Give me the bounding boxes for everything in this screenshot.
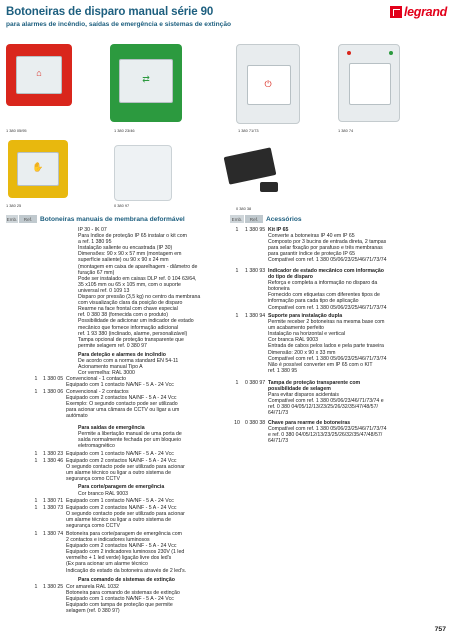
row-emb: 1 (235, 313, 239, 319)
row-emb: 1 (34, 505, 38, 511)
header-ref: Ref. (245, 215, 263, 223)
row-emb: 1 (235, 227, 239, 233)
stop-icon: ⏻ (264, 79, 272, 89)
section-fire-title: Para deteção e alarmes de incêndio (78, 352, 166, 358)
row-desc: Botoneira para corte/paragem de emergência com 2 contactos e indicadores luminosos Equipado com 2 contactos NA/NF - 5 A - 24 Vcc Equipado com 2 indicadores luminosos 230V (1 led vermelho + 1 led verde) ligação livre dos led's (Ex para acionar um alarme técnico Indicação do estado da botoneira através de 2 led's. (66, 531, 187, 574)
left-table-header (6, 215, 226, 223)
row-ref: 1 380 74 (43, 531, 64, 537)
house-icon: ⌂ (36, 68, 42, 78)
product-photo-white-stop (236, 44, 300, 124)
accessory-desc: Permite receber 2 botoneiras na mesma base com um acabamento perfeito Instalação na horizontal e vertical Cor branca RAL 9003 Entrada de cabos pelos lados e pela parte traseira Dimensão: 200 x 90 x 33 mm Compatível com ref. 1 380 05/06/23/25/46/71/73/74 Não é possível converter em IP 65 com o KIT ref. 1 380 95 (268, 319, 387, 374)
table-row (30, 458, 226, 482)
accessory-row (230, 313, 446, 374)
section-exit-sub: Permite a libertação manual de uma porta de saída normalmente fechada por um bloqueio eletromagnético (78, 431, 182, 450)
row-ref: 1 380 25 (43, 584, 64, 590)
page-title: Botoneiras de disparo manual série 90 (6, 6, 214, 18)
row-emb: 10 (234, 420, 240, 426)
right-table-header (230, 215, 446, 223)
left-section-title: Botoneiras manuais de membrana deformável (40, 215, 185, 223)
accessory-title: Kit IP 65 (268, 227, 289, 233)
row-emb: 1 (34, 584, 38, 590)
section-fire-sub: De acordo com a norma standard EN 54-11 Acionamento manual Tipo A Cor vermelha: RAL 3000 (78, 358, 179, 377)
table-row (30, 505, 226, 529)
product-photo-key-black (224, 147, 277, 184)
row-ref: 1 380 73 (43, 505, 64, 511)
header-emb: Emb. (231, 216, 243, 222)
product-photo-white-stop-led (338, 44, 400, 122)
brand-logo (390, 5, 447, 19)
row-ref: 1 380 71 (43, 498, 64, 504)
table-row (30, 389, 226, 419)
table-row (30, 498, 226, 504)
photo-caption: 0 380 38 (236, 206, 252, 211)
photo-caption: 1 380 74 (338, 128, 354, 133)
row-emb: 1 (34, 458, 38, 464)
accessory-title: Chave para rearme de botoneiras (268, 420, 351, 426)
accessory-desc: Compatível com ref. 1 380 05/06/23/25/46/71/73/74 e ref. 0 380 04/05/12/13/23/25/26/32/35/47/48/57/ 64/71/73 (268, 426, 387, 445)
page-subtitle: para alarmes de incêndio, saídas de emergência e sistemas de extinção (6, 21, 232, 28)
product-photo-yellow-extinction (8, 140, 68, 198)
row-emb: 1 (34, 451, 38, 457)
row-ref: 1 380 94 (245, 313, 266, 319)
table-row (30, 531, 226, 574)
legrand-logo-icon (390, 6, 402, 18)
exit-icon: ⇄ (142, 74, 150, 84)
table-row (30, 376, 226, 388)
photo-caption: 1 380 05/95 (6, 128, 27, 133)
row-ref: 1 380 23 (43, 451, 64, 457)
row-ref: 1 380 05 (43, 376, 64, 382)
table-row (30, 584, 226, 614)
row-emb: 1 (34, 531, 38, 537)
accessory-desc: Reforça e completa a informação no disparo da botoneira Fornecido com etiquetas com diferentes tipos de informação para cada tipo de aplicação Compatível com ref. 1 380 05/06/23/25/46/71/73/74 (268, 280, 387, 311)
photo-caption: 1 380 71/73 (238, 128, 259, 133)
row-desc: Equipado com 2 contactos NA/NF - 5 A - 24 Vcc O segundo contacto pode ser utilizado para acionar um alarme técnico ou ligar a outro sistema de segurança como CCTV (66, 458, 185, 483)
product-photo-transparent-cover (114, 145, 172, 201)
page-number: 757 (434, 626, 446, 633)
row-ref: 1 380 95 (245, 227, 266, 233)
section-exit-title: Para saídas de emergência (78, 425, 145, 431)
row-desc: Convencional - 2 contactos Equipado com 2 contactos NA/NF - 5 A - 24 Vcc Exemplo: O segundo contacto pode ser utilizado para acionar uma câmara de CCTV ou ligar a um autómato (66, 389, 180, 420)
accessory-desc: Para evitar disparos acidentais Compatível com ref. 1 380 05/06/23/46/71/73/74 e ref. 0 380 04/05/12/13/23/25/26/32/35/47/48/57/ 64/71/73 (268, 392, 384, 417)
accessory-row (230, 380, 446, 417)
row-ref: 1 380 46 (43, 458, 64, 464)
row-ref: 0 380 97 (245, 380, 266, 386)
accessory-row (230, 227, 446, 264)
accessory-row (230, 268, 446, 311)
row-emb: 1 (34, 498, 38, 504)
row-desc: Equipado com 1 contacto NA/NF - 5 A - 24 Vcc (66, 451, 174, 457)
product-intro: IP 30 - IK 07 Para índice de proteção IP 65 instalar o kit com a ref. 1 380 95 Instalação saliente ou encastrada (IP 30) Dimensões: 90 x 90 x 57 mm (montagem em superfície saliente) ou 90 x 90 x 24 mm (montagem em caixa de aparelhagem - diâmetro de furação 67 mm) Pode ser instalado em caixas DLP ref. 0 104 63/64, 35 x105 mm ou 65 x 105 mm, com o suporte universal ref. 0 109 13 Disparo por pressão (3,5 kg) no centro da membrana com visualização clara da posição de disparo Rearme na face frontal com chave especial ref. 0 380 38 (fornecida com o produto) Possibilidade de adicionar um indicador de estado mecânico que fornece informação adicional ref. 1 93 380 (inclinado, alarme, personalizável) Tampa opcional de proteção transparente que permite selagem ref. 0 380 97 (78, 227, 201, 349)
photo-caption: 1 380 23/46 (114, 128, 135, 133)
product-photo-green-exit (110, 44, 182, 122)
product-photo-red-fire-alarm (6, 44, 72, 106)
logo-text: legrand (403, 5, 447, 19)
row-emb: 1 (235, 380, 239, 386)
row-emb: 1 (34, 389, 38, 395)
table-row (30, 451, 226, 457)
hand-icon: ✋ (32, 162, 44, 172)
row-desc: Convencional - 1 contacto Equipado com 1 contacto NA/NF - 5 A - 24 Vcc (66, 376, 174, 389)
row-ref: 0 380 38 (245, 420, 266, 426)
section-stop-sub: Cor branco RAL 9003 (78, 491, 128, 497)
row-emb: 1 (34, 376, 38, 382)
section-stop-title: Para corte/paragem de emergência (78, 484, 165, 490)
row-ref: 1 380 93 (245, 268, 266, 274)
photo-caption: 0 380 97 (114, 203, 130, 208)
accessory-title: Suporte para instalação dupla (268, 313, 343, 319)
header-ref: Ref. (19, 215, 37, 223)
accessory-title: Tampa de proteção transparente com possibilidade de selagem (268, 380, 361, 393)
accessory-title: Indicador de estado mecânico com informação do tipo de disparo (268, 268, 384, 281)
photo-caption: 1 380 25 (6, 203, 22, 208)
header-emb: Emb. (6, 216, 18, 222)
section-extinction-title: Para comando de sistemas de extinção (78, 577, 175, 583)
key-detail (260, 182, 278, 192)
row-ref: 1 380 06 (43, 389, 64, 395)
row-emb: 1 (235, 268, 239, 274)
row-desc: Equipado com 2 contactos NA/NF - 5 A - 24 Vcc O segundo contacto pode ser utilizado para acionar um alarme técnico ou ligar a outro sistema de segurança como CCTV (66, 505, 185, 530)
row-desc: Equipado com 1 contacto NA/NF - 5 A - 24 Vcc (66, 498, 174, 504)
right-section-title: Acessórios (266, 215, 302, 223)
row-desc: Cor amarela RAL 1032 Botoneira para comando de sistemas de extinção Equipado com 1 contacto NA/NF - 5 A - 24 Vcc Equipado com tampa de proteção que permite selagem (ref. 0 380 97) (66, 584, 180, 615)
accessory-row (230, 420, 446, 444)
accessory-desc: Converte a botoneiras IP 40 em IP 65 Composto por 3 bucins de entrada direta, 2 tampas para selar fixação por parafuso e três membranas para garantir índice de proteção IP 65 Compatível com ref. 1 380 05/06/23/25/46/71/73/74 (268, 233, 387, 264)
